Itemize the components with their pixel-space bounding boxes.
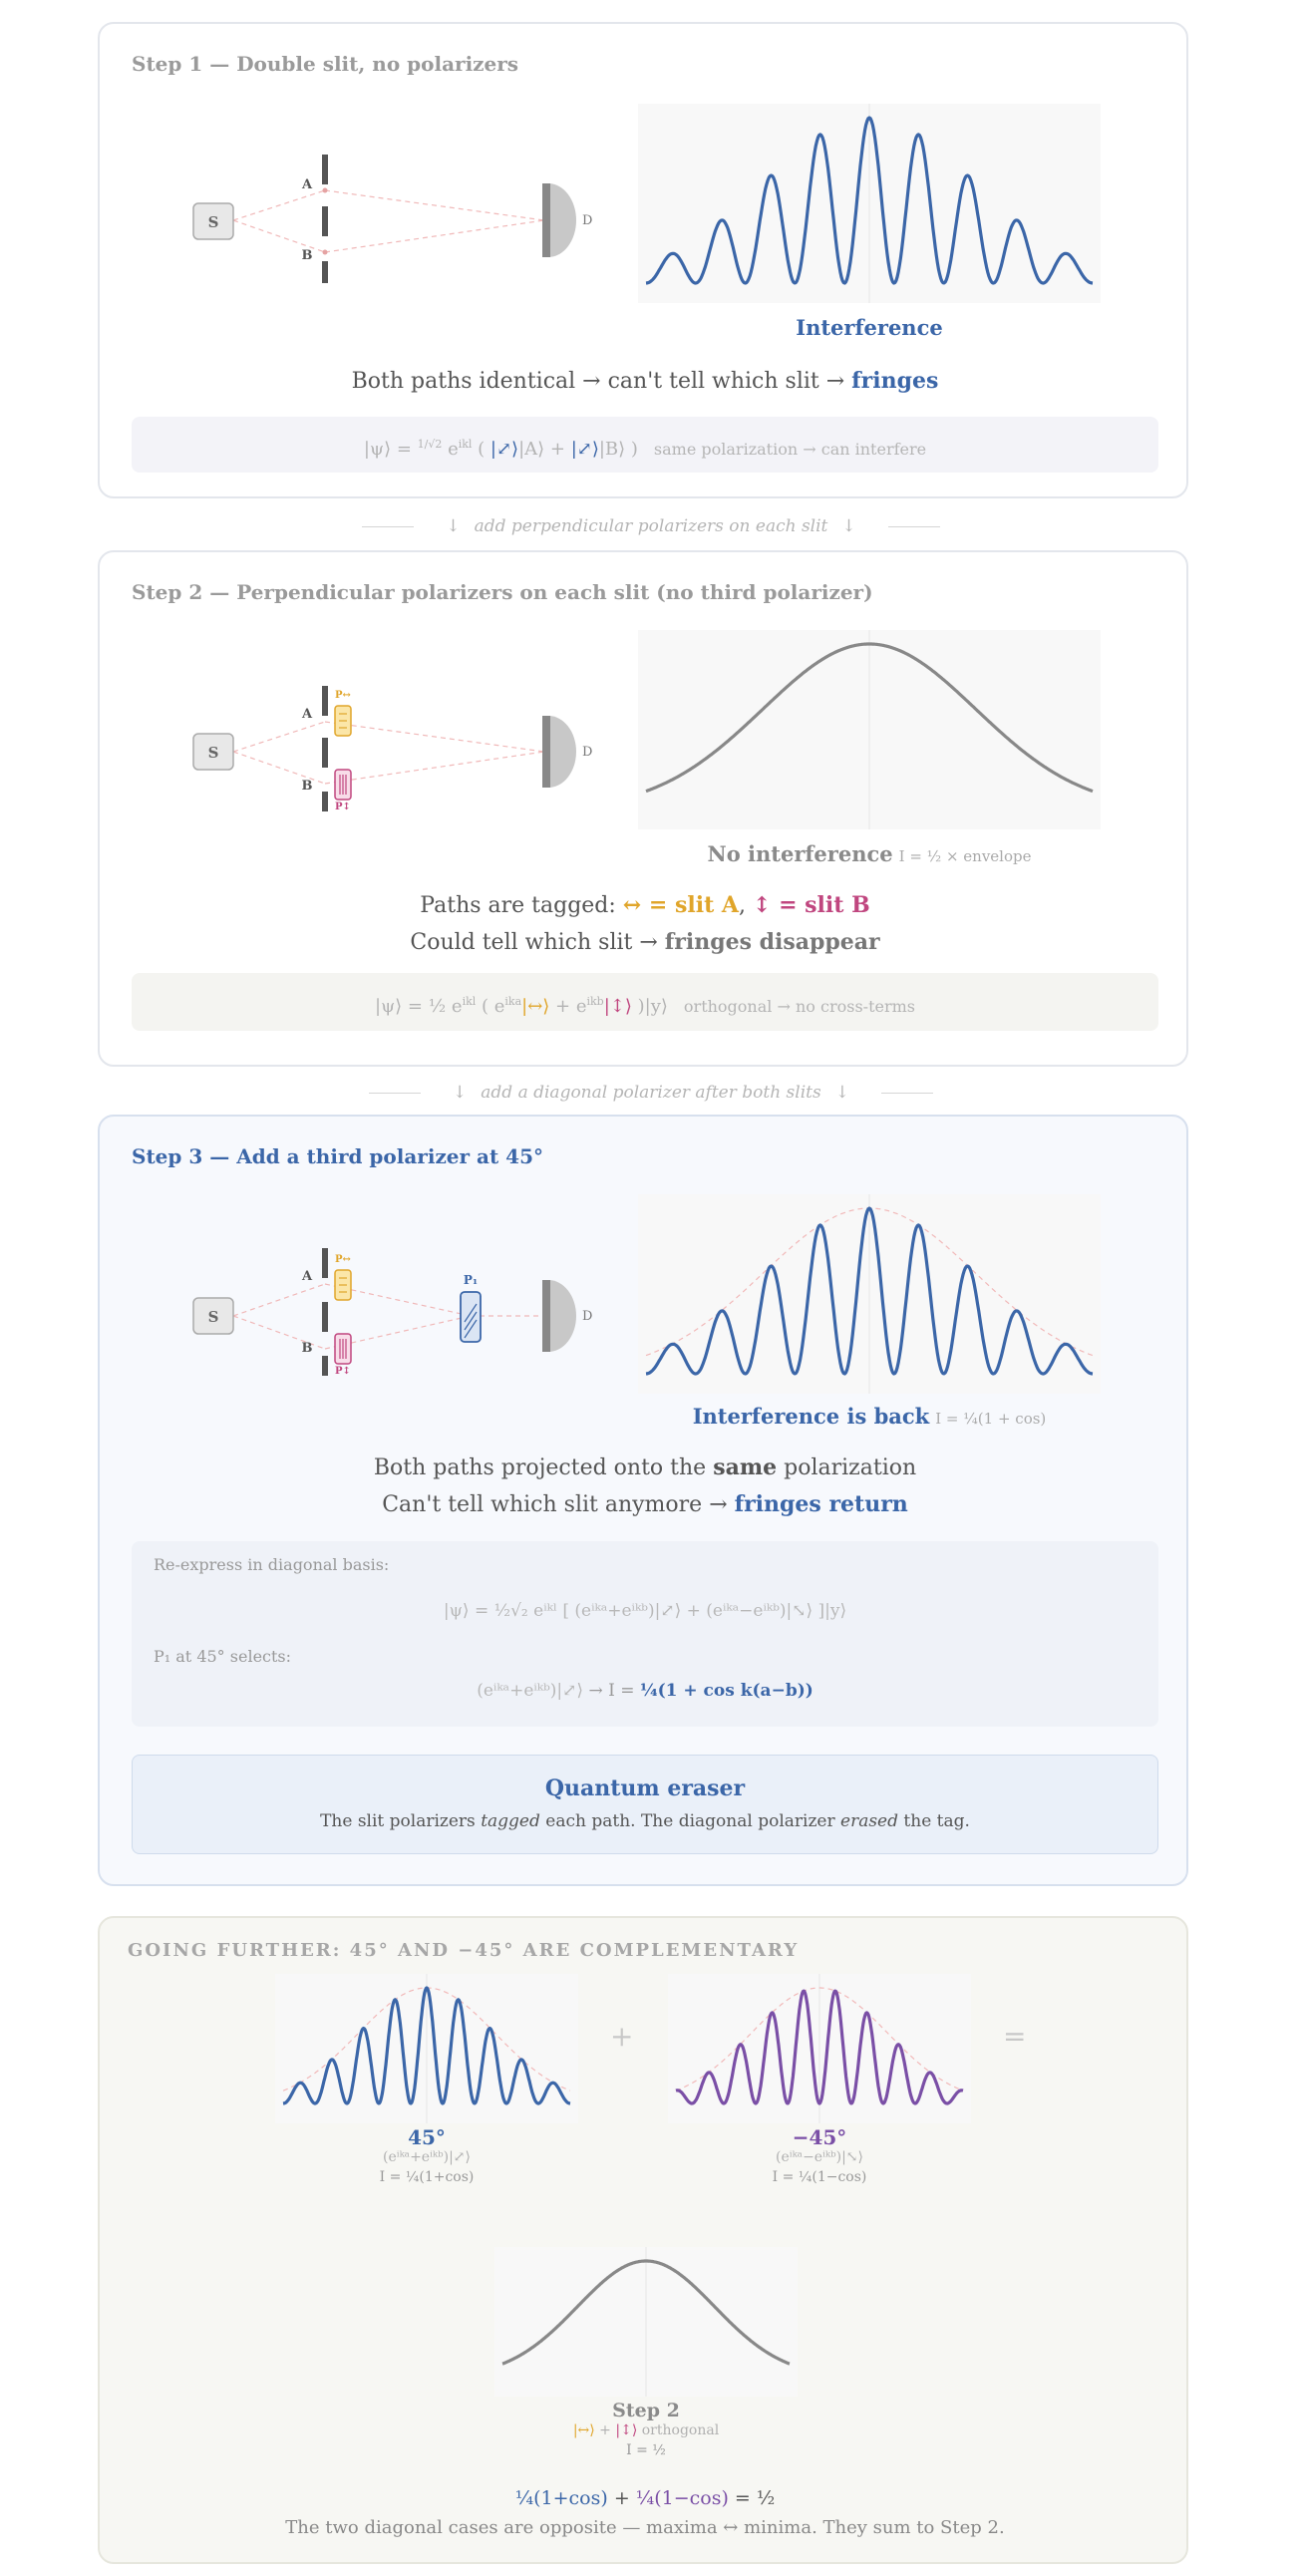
step2-sum-plot (494, 2247, 798, 2397)
step3-caption (638, 1404, 1101, 1429)
formula-exp: e (442, 439, 459, 460)
eraser-desc-tagged: tagged (481, 1811, 540, 1831)
formula-fraction: 1/√2 (417, 438, 443, 451)
connector-1 (0, 516, 1302, 536)
step2-sum-state (494, 2420, 798, 2440)
slit-a-label: A (301, 1269, 313, 1284)
step3-card (98, 1115, 1188, 1886)
detector (542, 183, 576, 257)
formula-end: )|y⟩ (631, 996, 668, 1017)
formula-plus: + e (549, 996, 587, 1017)
step2-formula (132, 973, 1158, 1031)
vertical-polarizer-icon (335, 1334, 351, 1364)
step1-explanation (100, 363, 1190, 400)
formula-pol-b: |⤢⟩ (570, 439, 599, 460)
slit-a-label: A (301, 707, 313, 722)
minus45-label (668, 2127, 971, 2187)
eraser-desc-3: the tag. (898, 1811, 970, 1831)
minus45-plot (668, 1974, 971, 2123)
conclusion: The two diagonal cases are opposite — maxima ↔ minima. They sum to Step 2. (285, 2517, 1005, 2538)
diagonal-polarizer-icon (461, 1292, 481, 1342)
step2-caption (638, 841, 1101, 866)
select-arrow: → I = (583, 1681, 640, 1701)
source-label: S (207, 213, 219, 231)
step2-setup-diagram (100, 552, 598, 811)
step3-line2-highlight: fringes return (734, 1491, 908, 1517)
step3-explanation (100, 1449, 1190, 1523)
sum-a: ¼(1+cos) (514, 2487, 608, 2509)
detector-label: D (582, 745, 593, 760)
step3-line2 (100, 1486, 1190, 1523)
detector-label: D (582, 213, 593, 228)
step1-explain-highlight: fringes (851, 368, 939, 394)
slit-a-dot (323, 188, 328, 193)
step2-card (98, 550, 1188, 1067)
step2-line1-text: Paths are tagged: (420, 893, 623, 918)
minus45-title: −45° (792, 2125, 847, 2149)
step2-line2-text: Could tell which slit → (410, 930, 665, 955)
tag-slit-b: ↕ = slit B (752, 892, 870, 918)
formula-paren: ( (472, 439, 490, 460)
slit-b-label: B (301, 248, 313, 263)
eraser-desc-1: The slit polarizers (320, 1811, 482, 1831)
detector (542, 716, 576, 788)
vertical-polarizer-icon (335, 770, 351, 800)
step1-interference-plot (638, 104, 1101, 303)
source-label: S (207, 744, 219, 762)
plus45-label (275, 2127, 578, 2187)
step1-explain-text: Both paths identical → can't tell which slit → (351, 369, 852, 394)
connector-line (881, 1093, 933, 1094)
rays (233, 722, 544, 784)
reexpress-formula: |ψ⟩ = ¹⁄₂√₂ eⁱᵏˡ [ (eⁱᵏᵃ+eⁱᵏᵇ)|⤢⟩ + (eⁱᵏᵃ−eⁱᵏᵇ)|⤡⟩ ]|y⟩ (443, 1601, 847, 1621)
pol-v-label: P↕ (335, 1366, 351, 1376)
formula-aside: orthogonal → no cross-terms (683, 997, 915, 1016)
step2-sum-label (494, 2401, 798, 2460)
going-further-card (98, 1916, 1188, 2564)
formula-pol-h: |↔⟩ (521, 996, 550, 1017)
step3-line1-bold: same (713, 1454, 778, 1480)
step1-setup-diagram (100, 24, 598, 283)
step2-explanation (100, 887, 1190, 961)
state-h: |↔⟩ (572, 2422, 595, 2438)
source-label: S (207, 1308, 219, 1326)
detector-label: D (582, 1309, 593, 1324)
step3-title: Step 3 — Add a third polarizer at 45° (132, 1144, 544, 1168)
pol-v-label: P↕ (335, 802, 351, 811)
step3-line1-post: polarization (777, 1455, 917, 1480)
equals-sign: = (1003, 2020, 1027, 2053)
step2-line2-highlight: fringes disappear (664, 929, 880, 955)
eraser-title: Quantum eraser (544, 1775, 746, 1801)
sum-plus: + (607, 2487, 636, 2509)
select-state: (eⁱᵏᵃ+eⁱᵏᵇ)|⤢⟩ (477, 1681, 584, 1701)
sum-b: ¼(1−cos) (635, 2487, 729, 2509)
down-arrow-icon: ↓ (841, 516, 856, 536)
slit-b-dot (323, 250, 328, 255)
pol-diag-label: P₁ (463, 1273, 479, 1287)
step1-formula (132, 417, 1158, 473)
plus45-intensity: I = ¼(1+cos) (379, 2169, 475, 2185)
rays (233, 1284, 544, 1349)
plus45-title: 45° (408, 2125, 446, 2149)
minus45-state: (eⁱᵏᵃ−eⁱᵏᵇ)|⤡⟩ (776, 2149, 863, 2165)
double-slit-barrier (322, 1248, 328, 1376)
horizontal-polarizer-icon (335, 1270, 351, 1300)
select-label: P₁ at 45° selects: (154, 1647, 292, 1666)
formula-mid: ( e (476, 996, 505, 1017)
slit-b-label: B (301, 1341, 313, 1356)
connector-2 (0, 1083, 1302, 1103)
step1-title: Step 1 — Double slit, no polarizers (132, 52, 519, 76)
step2-line1 (100, 887, 1190, 924)
state-post: orthogonal (637, 2422, 720, 2438)
state-v: |↕⟩ (615, 2422, 638, 2438)
formula-exp-sup: ikl (458, 438, 473, 451)
step3-setup-diagram (100, 1117, 598, 1376)
connector-2-text: add a diagonal polarizer after both slits (481, 1083, 821, 1103)
formula-state-b: |B⟩ ) (598, 439, 638, 460)
rays (233, 190, 544, 252)
step3-interference-plot (638, 1194, 1101, 1394)
step2-sum-intensity: I = ½ (626, 2442, 666, 2458)
step3-line1 (100, 1449, 1190, 1486)
formula-ket: |ψ⟩ = (363, 439, 418, 460)
eraser-description (133, 1811, 1157, 1831)
formula-pol-a: |⤢⟩ (489, 439, 519, 460)
step1-card (98, 22, 1188, 498)
double-slit-barrier (322, 155, 328, 283)
formula-sup: ikl (462, 995, 477, 1008)
step3-caption-note: I = ¼(1 + cos) (935, 1410, 1047, 1428)
reexpress-label: Re-express in diagonal basis: (154, 1555, 390, 1574)
slit-a-label: A (301, 177, 313, 192)
formula-pol-v: |↕⟩ (603, 996, 632, 1017)
step2-caption-note: I = ½ × envelope (898, 847, 1032, 865)
step1-caption: Interference (796, 315, 943, 340)
down-arrow-icon: ↓ (446, 516, 461, 536)
plus45-state: (eⁱᵏᵃ+eⁱᵏᵇ)|⤢⟩ (383, 2149, 471, 2165)
step3-line1-text: Both paths projected onto the (373, 1455, 714, 1480)
down-arrow-icon: ↓ (453, 1083, 468, 1103)
pol-h-label: P↔ (335, 690, 351, 701)
sum-eq: = ½ (728, 2487, 776, 2509)
plus45-plot (275, 1974, 578, 2123)
step3-line2-text: Can't tell which slit anymore → (382, 1492, 735, 1517)
step2-no-interference-plot (638, 630, 1101, 829)
minus45-intensity: I = ¼(1−cos) (772, 2169, 867, 2185)
eraser-desc-erased: erased (840, 1811, 899, 1831)
select-formula (132, 1681, 1158, 1701)
down-arrow-icon: ↓ (834, 1083, 849, 1103)
formula-state-a: |A⟩ + (518, 439, 571, 460)
connector-line (362, 526, 414, 527)
further-title: GOING FURTHER: 45° AND −45° ARE COMPLEMENTARY (128, 1940, 800, 1961)
sum-equation (100, 2484, 1190, 2512)
connector-line (369, 1093, 421, 1094)
state-plus: + (594, 2422, 616, 2438)
double-slit-barrier (322, 686, 328, 811)
slit-b-label: B (301, 779, 313, 794)
step2-line2 (100, 924, 1190, 961)
formula-aside: same polarization → can interfere (653, 440, 927, 459)
connector-line (888, 526, 940, 527)
plus-sign: + (610, 2020, 634, 2053)
step3-caption-text: Interference is back (692, 1404, 930, 1429)
step2-title: Step 2 — Perpendicular polarizers on each slit (no third polarizer) (132, 580, 873, 604)
connector-1-text: add perpendicular polarizers on each slit (474, 516, 828, 536)
horizontal-polarizer-icon (335, 706, 351, 736)
formula-sup-a: ika (504, 995, 522, 1008)
formula-sup-b: ikb (586, 995, 604, 1008)
step3-derivation (132, 1541, 1158, 1727)
tag-slit-a: ↔ = slit A (622, 892, 739, 918)
quantum-eraser-box (132, 1755, 1158, 1854)
eraser-desc-2: each path. The diagonal polarizer (539, 1811, 841, 1831)
step2-sum-title: Step 2 (612, 2400, 680, 2421)
detector (542, 1280, 576, 1352)
comma: , (738, 893, 753, 918)
pol-h-label: P↔ (335, 1254, 351, 1265)
step2-caption-text: No interference (707, 841, 893, 866)
formula-lead: |ψ⟩ = ½ e (375, 996, 463, 1017)
select-result: ¼(1 + cos k(a−b)) (639, 1681, 814, 1701)
